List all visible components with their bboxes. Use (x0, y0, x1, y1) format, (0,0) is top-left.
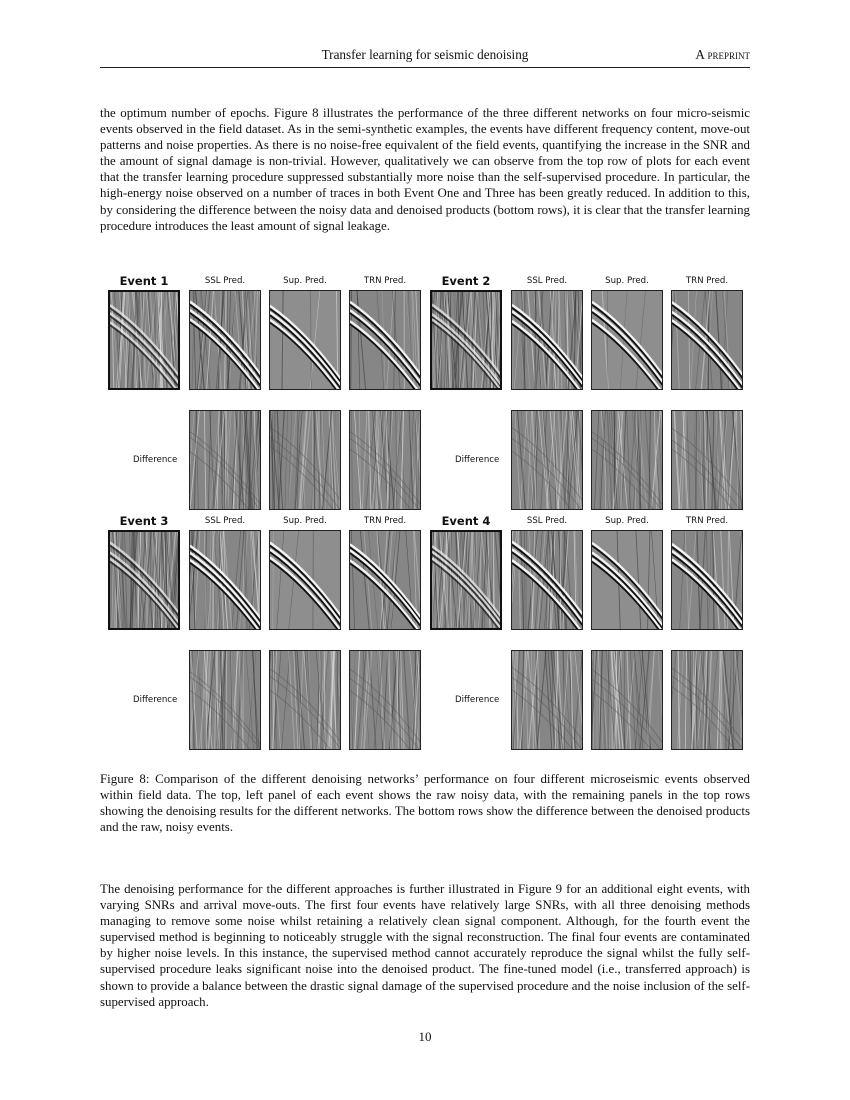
event-1-label-sup: Sup. Pred. (283, 276, 327, 286)
header-rule (100, 67, 750, 68)
body-paragraph-bottom: The denoising performance for the different approaches is further illustrated in Figure 9 for an additional eight events, with varying SNRs and arrival move-outs. The first four events have relatively large SNRs, with all three denoising methods managing to remove some noise whilst retaining a relatively clean signal component. Although, for the fourth event the supervised method is beginning to noticeably struggle with the signal reconstruction. The final four events are contaminated by higher noise levels. In this instance, the supervised method cannot accurately reproduce the signal whilst the fully self-supervised procedure leaks significant noise into the denoised product. The fine-tuned model (i.e., transferred approach) is shown to provide a balance between the drastic signal damage of the supervised procedure and the noise inclusion of the self-supervised approach. (100, 882, 750, 1009)
event-2-label-ssl: SSL Pred. (526, 276, 568, 286)
event-1-ssl-difference-panel (189, 410, 261, 510)
event-2-ssl-panel (511, 290, 583, 390)
event-3-trn-difference-panel (349, 650, 421, 750)
event-3-ssl-difference-panel (189, 650, 261, 750)
event-1-label-ssl: SSL Pred. (204, 276, 246, 286)
event-1-sup-panel (269, 290, 341, 390)
event-2-sup-difference-panel (591, 410, 663, 510)
event-2-trn-difference-panel (671, 410, 743, 510)
running-title: Transfer learning for seismic denoising (321, 47, 529, 62)
event-2-sup-panel (591, 290, 663, 390)
event-3-raw-panel (108, 530, 180, 630)
event-2-difference-label: Difference (455, 455, 500, 465)
event-1-difference-label: Difference (133, 455, 178, 465)
event-4-label-sup: Sup. Pred. (605, 516, 649, 526)
event-1-ssl-panel (189, 290, 261, 390)
event-1-title: Event 1 (119, 274, 169, 288)
event-1-trn-panel (349, 290, 421, 390)
event-1-trn-difference-panel (349, 410, 421, 510)
event-4-difference-label: Difference (455, 695, 500, 705)
event-3-title: Event 3 (119, 514, 169, 528)
event-4-trn-difference-panel (671, 650, 743, 750)
body-paragraph-top: the optimum number of epochs. Figure 8 illustrates the performance of the three different networks on four micro-seismic events observed in the field dataset. As in the semi-synthetic examples, the events have different frequency content, move-out patterns and noise properties. As there is no noise-free equivalent of the field events, quantifying the increase in the SNR and the amount of signal damage is non-trivial. However, qualitatively we can observe from the top row of plots for each event that the transfer learning procedure suppressed substantially more noise than the self-supervised procedure. In particular, the high-energy noise observed on a number of traces in both Event One and Three has been greatly reduced. In addition to this, by considering the difference between the noisy data and denoised products (bottom rows), it is clear that the transfer learning procedure introduces the least amount of signal leakage. (100, 106, 750, 233)
event-2-title: Event 2 (441, 274, 491, 288)
event-4-trn-panel (671, 530, 743, 630)
event-1-label-trn: TRN Pred. (363, 276, 407, 286)
event-3-difference-label: Difference (133, 695, 178, 705)
event-2-label-trn: TRN Pred. (685, 276, 729, 286)
event-3-label-trn: TRN Pred. (363, 516, 407, 526)
event-1-sup-difference-panel (269, 410, 341, 510)
event-4-sup-panel (591, 530, 663, 630)
event-4-label-ssl: SSL Pred. (526, 516, 568, 526)
event-4-sup-difference-panel (591, 650, 663, 750)
figure-8 (100, 270, 750, 760)
event-4-label-trn: TRN Pred. (685, 516, 729, 526)
event-3-trn-panel (349, 530, 421, 630)
page-number: 10 (418, 1029, 432, 1044)
event-2-raw-panel (430, 290, 502, 390)
figure-caption: Figure 8: Comparison of the different denoising networks’ performance on four different microseismic events observed within field data. The top, left panel of each event shows the raw noisy data, with the remaining panels in the top rows showing the denoising results for the different networks. The bottom rows show the difference between the denoised products and the raw, noisy events. (100, 772, 750, 835)
event-4-raw-panel (430, 530, 502, 630)
event-2-label-sup: Sup. Pred. (605, 276, 649, 286)
event-1-raw-panel (108, 290, 180, 390)
event-4-ssl-difference-panel (511, 650, 583, 750)
event-4-title: Event 4 (441, 514, 491, 528)
event-3-ssl-panel (189, 530, 261, 630)
event-4-ssl-panel (511, 530, 583, 630)
event-3-label-sup: Sup. Pred. (283, 516, 327, 526)
event-2-ssl-difference-panel (511, 410, 583, 510)
event-3-label-ssl: SSL Pred. (204, 516, 246, 526)
event-2-trn-panel (671, 290, 743, 390)
event-3-sup-panel (269, 530, 341, 630)
event-3-sup-difference-panel (269, 650, 341, 750)
running-header (100, 45, 750, 65)
preprint-label: A preprint (695, 47, 750, 62)
